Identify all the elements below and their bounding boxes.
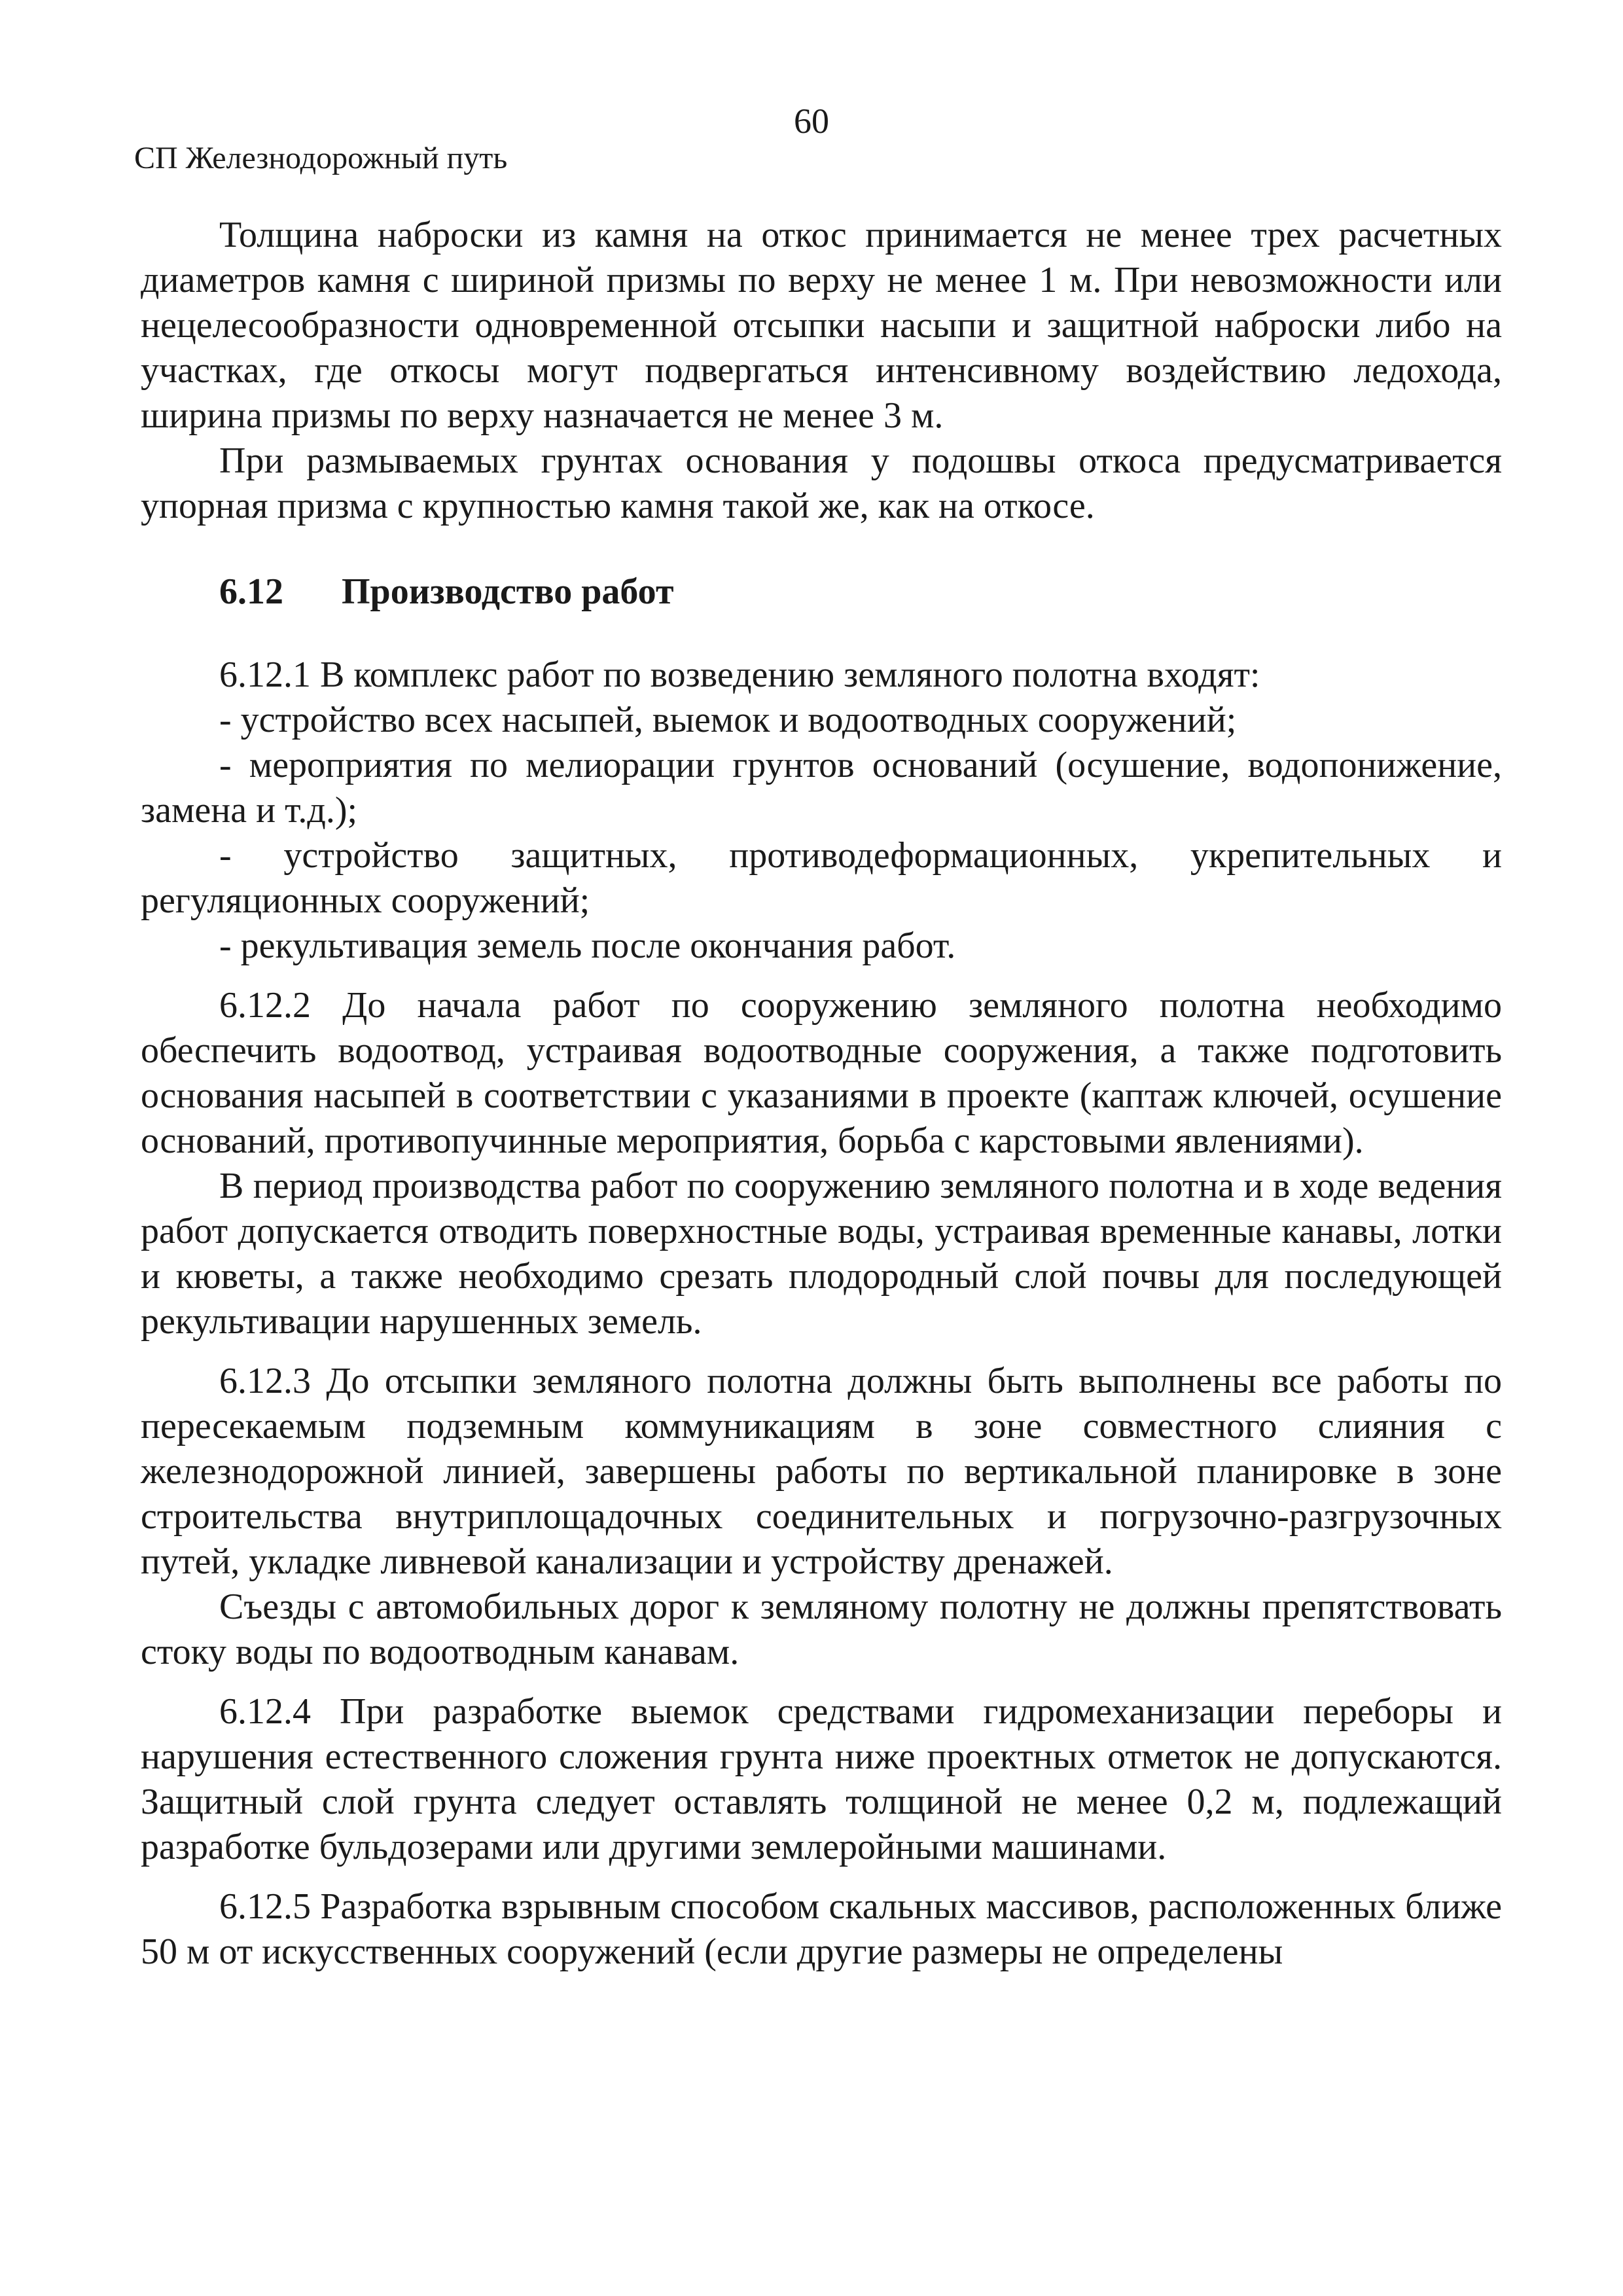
section-title: Производство работ	[342, 571, 674, 612]
page-body	[141, 213, 1502, 1975]
list-item-soil-melioration: - мероприятия по мелиорации грунтов оснований (осушение, водопонижение, замена и т.д.);	[141, 745, 1502, 831]
list-item-embankments: - устройство всех насыпей, выемок и водоотводных сооружений;	[219, 700, 1237, 740]
running-title: СП Железнодорожный путь	[134, 141, 508, 175]
list-item-protective-structures: - устройство защитных, противодеформационных, укрепительных и регуляционных сооружений;	[141, 835, 1502, 921]
paragraph-stone-riprap-thickness: Толщина наброски из камня на откос принимается не менее трех расчетных диаметров камня с шириной призмы по верху не менее 1 м. При невозможности или нецелесообразности одновременной отсыпки насыпи и защитной наброски либо на участках, где откосы могут подвергаться интенсивному воздействию ледохода, ширина призмы по верху назначается не менее 3 м.	[141, 215, 1502, 436]
clause-6-12-3-continued: Съезды с автомобильных дорог к земляному полотну не должны препятствовать стоку воды по водоотводным канавам.	[141, 1587, 1502, 1672]
clause-6-12-2: 6.12.2 До начала работ по сооружению земляного полотна необходимо обеспечить водоотвод, устраивая водоотводные сооружения, а также подготовить основания насыпей в соответствии с указаниями в проекте (каптаж ключей, осушение оснований, противопучинные мероприятия, борьба с карстовыми явлениями).	[141, 985, 1502, 1161]
clause-6-12-5: 6.12.5 Разработка взрывным способом скальных массивов, расположенных ближе 50 м от искусственных сооружений (если другие размеры не определены	[141, 1886, 1502, 1972]
clause-6-12-3: 6.12.3 До отсыпки земляного полотна должны быть выполнены все работы по пересекаемым подземным коммуникациям в зоне совместного слияния с железнодорожной линией, завершены работы по вертикальной планировке в зоне строительства внутриплощадочных соединительных и погрузочно-разгрузочных путей, укладке ливневой канализации и устройству дренажей.	[141, 1361, 1502, 1582]
clause-6-12-4: 6.12.4 При разработке выемок средствами гидромеханизации переборы и нарушения естественного сложения грунта ниже проектных отметок не допускаются. Защитный слой грунта следует оставлять толщиной не менее 0,2 м, подлежащий разработке бульдозерами или другими землеройными машинами.	[141, 1691, 1502, 1867]
section-number: 6.12	[219, 571, 283, 612]
paragraph-thrust-prism: При размываемых грунтах основания у подошвы откоса предусматривается упорная призма с крупностью камня такой же, как на откосе.	[141, 440, 1502, 526]
page-number: 60	[794, 101, 829, 141]
section-heading	[141, 569, 1502, 615]
clause-6-12-1: 6.12.1 В комплекс работ по возведению земляного полотна входят:	[219, 655, 1260, 695]
list-item-land-recultivation: - рекультивация земель после окончания работ.	[219, 925, 956, 966]
clause-6-12-2-continued: В период производства работ по сооружению земляного полотна и в ходе ведения работ допускается отводить поверхностные воды, устраивая временные канавы, лотки и кюветы, а также необходимо срезать плодородный слой почвы для последующей рекультивации нарушенных земель.	[141, 1166, 1502, 1342]
